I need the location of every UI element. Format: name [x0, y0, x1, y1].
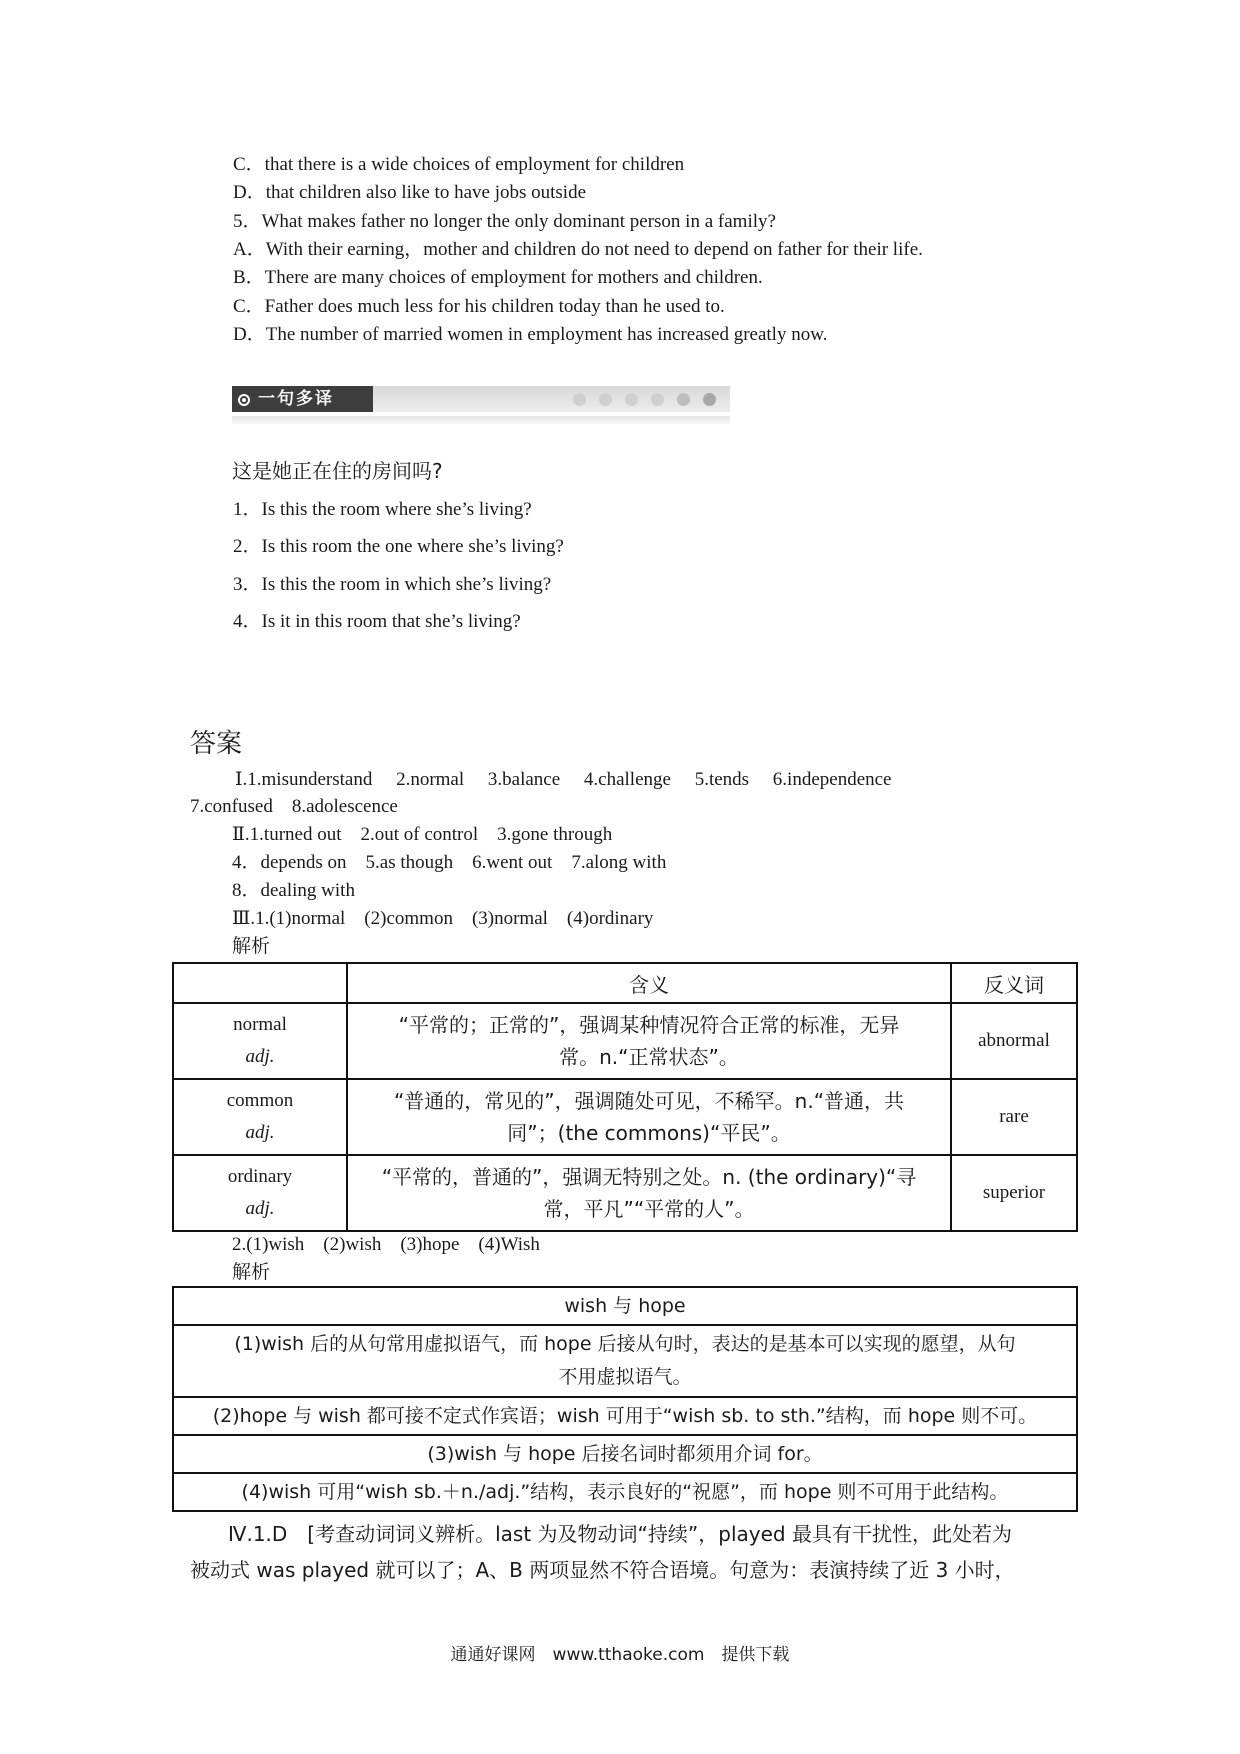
answers-part1-cont: 7.confused 8.adolescence [190, 796, 398, 817]
option-d-2: D．The number of married women in employment has increased greatly now. [233, 324, 828, 345]
option-c: C．that there is a wide choices of employment for children [233, 154, 685, 175]
section-label: 一句多译 [232, 386, 373, 412]
table-cell: (4)wish 可用“wish sb.＋n./adj.”结构，表示良好的“祝愿”，而 hope 则不可用于此结构。 [173, 1473, 1077, 1511]
part-of-speech: adj. [245, 1198, 275, 1219]
antonym: rare [951, 1079, 1077, 1155]
option-d: D．that children also like to have jobs outside [233, 182, 587, 203]
question-5: 5．What makes father no longer the only dominant person in a family? [233, 211, 776, 232]
translation-prompt: 这是她正在住的房间吗? [232, 459, 443, 483]
wish-hope-table [172, 1286, 1078, 1512]
section-banner [232, 386, 730, 424]
meaning-line: 常。n.“正常状态”。 [559, 1045, 739, 1069]
answers-part1: Ⅰ.1.misunderstand 2.normal 3.balance 4.challenge 5.tends 6.independence [235, 769, 892, 790]
translation-item: 1．Is this the room where she’s living? [233, 499, 532, 520]
answers-part2-cont: 8．dealing with [232, 880, 355, 901]
answers-part4-cont: 被动式 was played 就可以了；A、B 两项显然不符合语境。句意为：表演持续了近 3 小时， [190, 1558, 1015, 1582]
answers-part2-cont: 4．depends on 5.as though 6.went out 7.along with [232, 852, 667, 873]
antonym: superior [951, 1155, 1077, 1231]
meaning-line: “平常的，普通的”，强调无特别之处。n. (the ordinary)“寻 [381, 1165, 917, 1189]
table-row [173, 1155, 1077, 1231]
answers-title: 答案 [190, 729, 243, 759]
table-header: 含义 [347, 963, 951, 1003]
answers-part3: Ⅲ.1.(1)normal (2)common (3)normal (4)ordinary [232, 908, 654, 929]
part-of-speech: adj. [245, 1122, 275, 1143]
table-cell-line: 不用虚拟语气。 [558, 1366, 692, 1388]
option-c-2: C．Father does much less for his children today than he used to. [233, 296, 725, 317]
answers-part2: Ⅱ.1.turned out 2.out of control 3.gone through [232, 824, 613, 845]
table-header: 反义词 [951, 963, 1077, 1003]
analysis-label: 解析 [232, 1261, 271, 1283]
answers-part3-2: 2.(1)wish (2)wish (3)hope (4)Wish [232, 1234, 540, 1255]
meaning-line: “平常的；正常的”，强调某种情况符合正常的标准，无异 [398, 1013, 900, 1037]
analysis-label: 解析 [232, 935, 271, 957]
meaning-line: 常，平凡”“平常的人”。 [543, 1197, 755, 1221]
meaning-line: “普通的，常见的”，强调随处可见，不稀罕。n.“普通，共 [393, 1089, 905, 1113]
footer: 通通好课网 www.tthaoke.com 提供下载 [450, 1645, 790, 1665]
table-cell: (3)wish 与 hope 后接名词时都须用介词 for。 [173, 1435, 1077, 1473]
meaning-line: 同”；(the commons)“平民”。 [507, 1121, 791, 1145]
decorative-dots [573, 393, 716, 406]
part-of-speech: adj. [245, 1046, 275, 1067]
answers-part4: Ⅳ.1.D [考查动词词义辨析。last 为及物动词“持续”，played 最具有干扰性，此处若为 [228, 1522, 1012, 1546]
translation-item: 4．Is it in this room that she’s living? [233, 611, 521, 632]
comparison-table [172, 962, 1078, 1232]
option-b: B．There are many choices of employment for mothers and children. [233, 267, 763, 288]
option-a: A．With their earning，mother and children do not need to depend on father for their life. [233, 239, 923, 260]
table-header [173, 963, 347, 1003]
table-row [173, 1079, 1077, 1155]
target-icon [238, 394, 250, 406]
table-title: wish 与 hope [173, 1287, 1077, 1325]
word: ordinary [227, 1166, 293, 1187]
table-row [173, 1003, 1077, 1079]
word: common [226, 1090, 294, 1111]
translation-item: 3．Is this the room in which she’s living? [233, 574, 552, 595]
table-cell-line: (1)wish 后的从句常用虚拟语气，而 hope 后接从句时，表达的是基本可以实现的愿望，从句 [234, 1333, 1016, 1355]
translation-item: 2．Is this room the one where she’s living? [233, 536, 564, 557]
word: normal [233, 1014, 287, 1035]
table-cell: (2)hope 与 wish 都可接不定式作宾语；wish 可用于“wish sb. to sth.”结构，而 hope 则不可。 [173, 1397, 1077, 1435]
antonym: abnormal [951, 1003, 1077, 1079]
